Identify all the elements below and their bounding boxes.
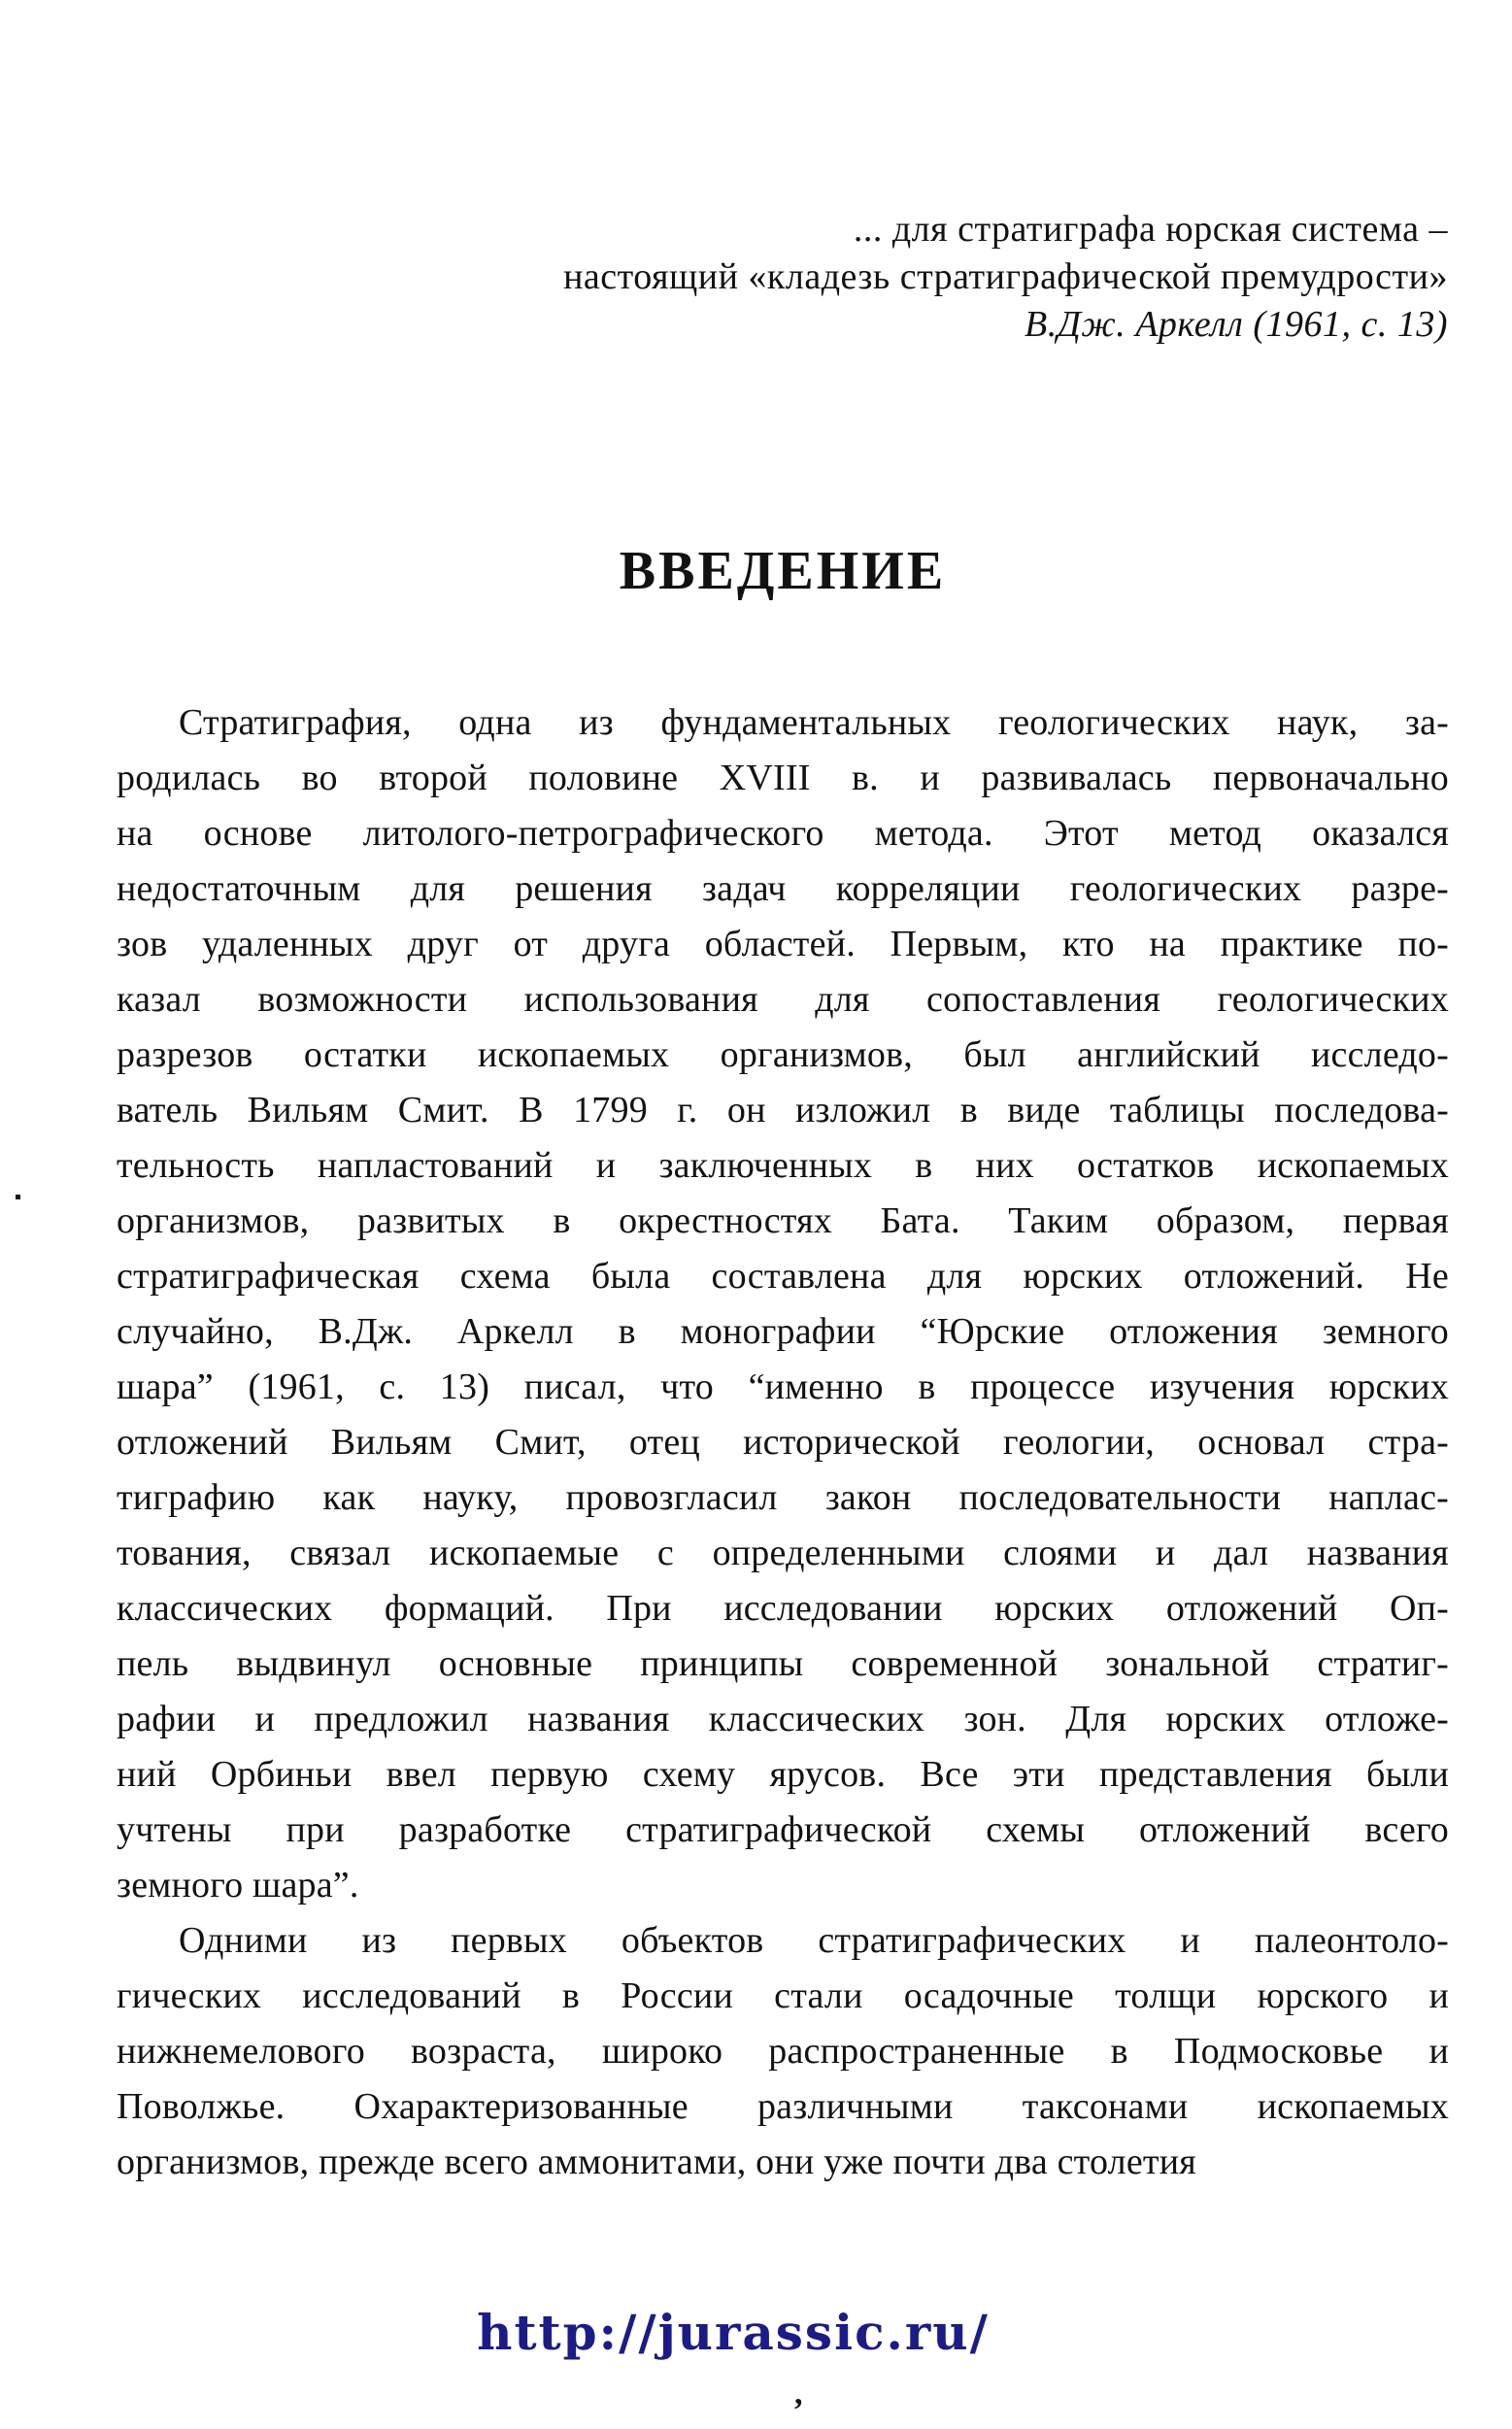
body-line: Одними из первых объектов стратиграфических и палеонтоло-	[179, 1920, 1449, 1961]
body-line: ний Орбиньи ввел первую схему ярусов. Все эти представления были	[117, 1754, 1449, 1795]
body-line: пель выдвинул основные принципы современной зональной стратиг-	[117, 1643, 1449, 1684]
body-line: казал возможности использования для сопоставления геологических	[117, 979, 1449, 1020]
body-line: тельность напластований и заключенных в них остатков ископаемых	[117, 1145, 1449, 1186]
body-line: разрезов остатки ископаемых организмов, был английский исследо-	[117, 1034, 1449, 1075]
body-line: классических формаций. При исследовании юрских отложений Оп-	[117, 1588, 1449, 1629]
body-line: Поволжье. Охарактеризованные различными таксонами ископаемых	[117, 2086, 1449, 2127]
body-line: учтены при разработке стратиграфической схемы отложений всего	[117, 1809, 1449, 1850]
body-text	[117, 695, 1449, 2190]
body-line: шара” (1961, с. 13) писал, что “именно в процессе изучения юрских	[117, 1366, 1449, 1407]
body-line: родилась во второй половине XVIII в. и развивалась первоначально	[117, 758, 1449, 798]
epigraph-line-2: настоящий «кладезь стратиграфической премудрости»	[563, 256, 1448, 297]
body-line: недостаточным для решения задач корреляции геологических разре-	[117, 868, 1449, 909]
footer-url-link[interactable]: http://jurassic.ru/	[477, 2304, 990, 2361]
footer-comma-mark: ,	[794, 2376, 803, 2412]
body-line: случайно, В.Дж. Аркелл в монографии “Юрские отложения земного	[117, 1311, 1449, 1352]
epigraph	[563, 206, 1448, 349]
body-line: рафии и предложил названия классических зон. Для юрских отложе-	[117, 1699, 1449, 1739]
margin-speck	[16, 1195, 20, 1199]
body-line: зов удаленных друг от друга областей. Первым, кто на практике по-	[117, 924, 1449, 964]
body-line: отложений Вильям Смит, отец исторической геологии, основал стра-	[117, 1422, 1449, 1463]
body-line: стратиграфическая схема была составлена для юрских отложений. Не	[117, 1256, 1449, 1297]
body-line: на основе литолого-петрографического метода. Этот метод оказался	[117, 813, 1449, 854]
body-line: Стратиграфия, одна из фундаментальных геологических наук, за-	[179, 702, 1449, 743]
body-line: ватель Вильям Смит. В 1799 г. он изложил в виде таблицы последова-	[117, 1090, 1449, 1130]
body-line: гических исследований в России стали осадочные толщи юрского и	[117, 1975, 1449, 2016]
chapter-title: ВВЕДЕНИЕ	[619, 541, 947, 601]
body-line: тиграфию как науку, провозгласил закон последовательности наплас-	[117, 1477, 1449, 1518]
epigraph-attribution: В.Дж. Аркелл (1961, с. 13)	[1024, 304, 1448, 345]
body-line: организмов, прежде всего аммонитами, они уже почти два столетия	[117, 2142, 1196, 2182]
body-line: организмов, развитых в окрестностях Бата. Таким образом, первая	[117, 1200, 1449, 1241]
body-line: нижнемелового возраста, широко распространенные в Подмосковье и	[117, 2031, 1449, 2072]
epigraph-line-1: ... для стратиграфа юрская система –	[853, 209, 1448, 250]
body-line: земного шара”.	[117, 1865, 359, 1906]
body-line: тования, связал ископаемые с определенными слоями и дал названия	[117, 1533, 1449, 1573]
